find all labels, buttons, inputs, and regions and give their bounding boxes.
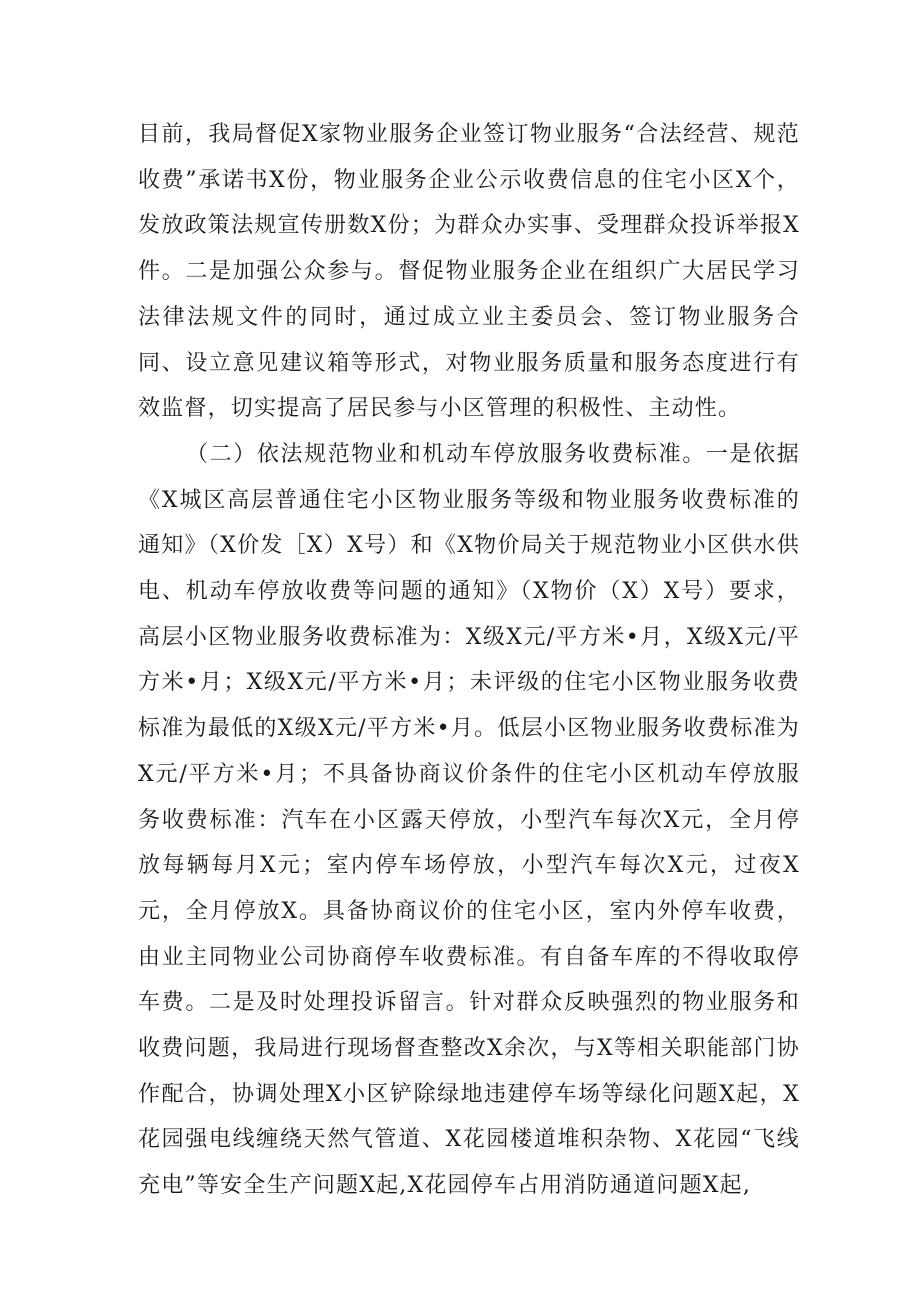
document-body bbox=[138, 112, 800, 1209]
paragraph-property-service-supervision: 目前，我局督促X家物业服务企业签订物业服务“合法经营、规范收费”承诺书X份，物业服务企业公示收费信息的住宅小区X个，发放政策法规宣传册数X份；为群众办实事、受理群众投诉举报X件。二是加强公众参与。督促物业服务企业在组织广大居民学习法律法规文件的同时，通过成立业主委员会、签订物业服务合同、设立意见建议箱等形式，对物业服务质量和服务态度进行有效监督，切实提高了居民参与小区管理的积极性、主动性。 bbox=[138, 122, 800, 422]
paragraph-fee-standards: （二）依法规范物业和机动车停放服务收费标准。一是依据《X城区高层普通住宅小区物业服务等级和物业服务收费标准的通知》（X价发［X）X号）和《X物价局关于规范物业小区供水供电、机动车停放收费等问题的通知》（X物价（X）X号）要求，高层小区物业服务收费标准为：X级X元/平方米•月，X级X元/平方米•月；X级X元/平方米•月；未评级的住宅小区物业服务收费标准为最低的X级X元/平方米•月。低层小区物业服务收费标准为X元/平方米•月；不具备协商议价条件的住宅小区机动车停放服务收费标准：汽车在小区露天停放，小型汽车每次X元，全月停放每辆每月X元；室内停车场停放，小型汽车每次X元，过夜X元，全月停放X。具备协商议价的住宅小区，室内外停车收费，由业主同物业公司协商停车收费标准。有自备车库的不得收取停车费。二是及时处理投诉留言。针对群众反映强烈的物业服务和收费问题，我局进行现场督查整改X余次，与X等相关职能部门协作配合，协调处理X小区铲除绿地违建停车场等绿化问题X起，X花园强电线缠绕天然气管道、X花园楼道堆积杂物、X花园“飞线充电”等安全生产问题X起,X花园停车占用消防通道问题X起, bbox=[138, 441, 800, 1199]
